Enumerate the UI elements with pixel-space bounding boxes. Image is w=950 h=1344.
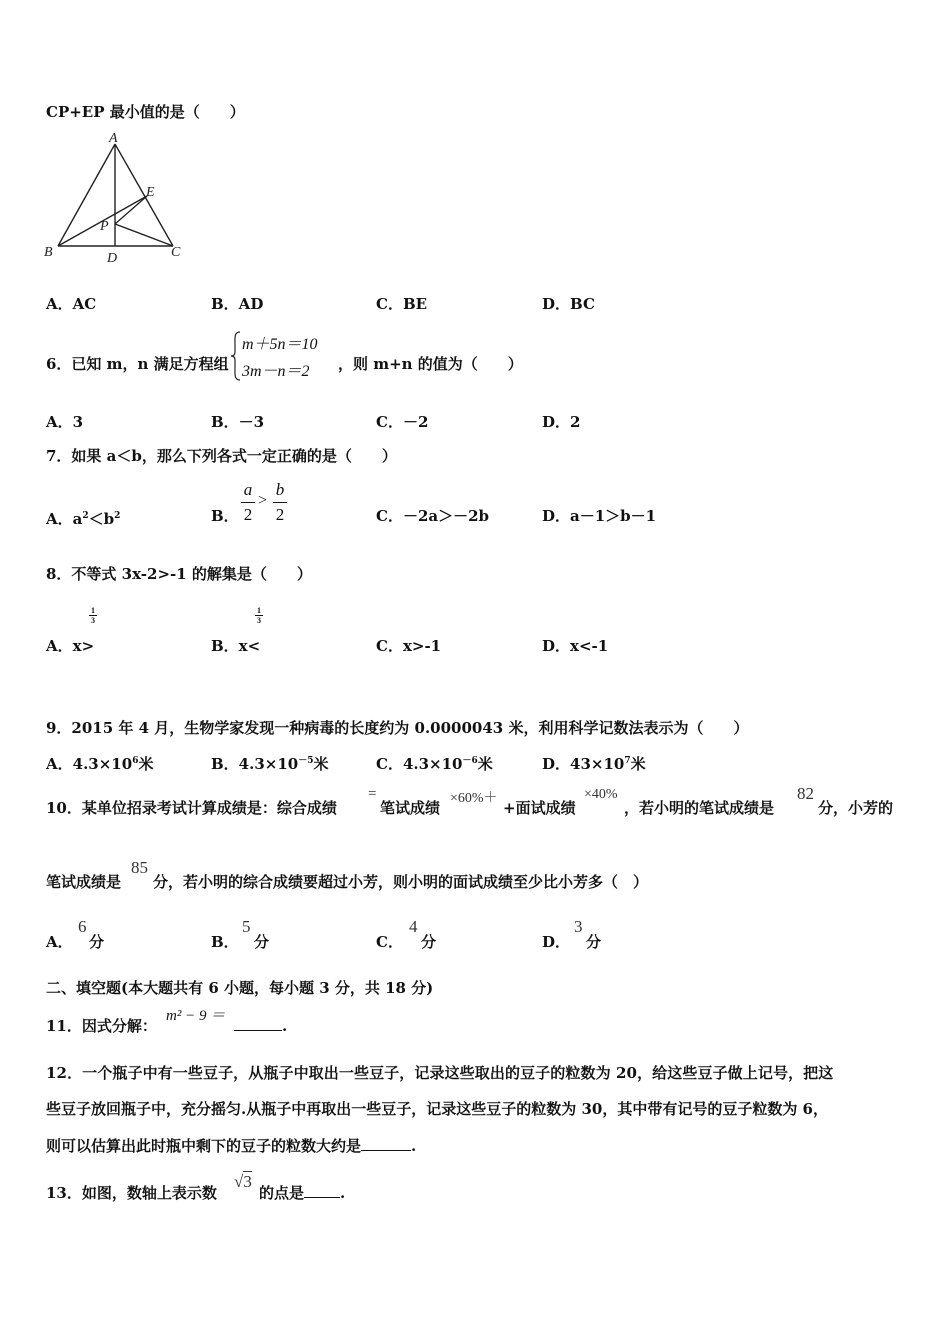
q9-option-d-exp: 7: [624, 756, 631, 766]
q10-line2-b: 分，若小明的综合成绩要超过小芳，则小明的面试成绩至少比小芳多（ ）: [153, 873, 649, 891]
q12-answer-blank[interactable]: [361, 1136, 411, 1151]
q9-option-c-tail: 米: [477, 755, 493, 773]
vertex-label-b: B: [44, 245, 53, 260]
q6-prefix: 6．已知 m，n 满足方程组: [46, 355, 229, 373]
q9-option-b-exp: －5: [298, 756, 314, 766]
q13-tail: [259, 1183, 345, 1203]
q9-option-d-lead: D．43×10: [542, 755, 625, 773]
q9-option-b-tail: 米: [313, 755, 329, 773]
q7-option-a-label: A．: [46, 510, 73, 528]
q9-option-c-lead: C．4.3×10: [376, 755, 463, 773]
q13-radicand: 3: [243, 1172, 252, 1191]
system-brace: [230, 330, 242, 382]
q6-equation-2: 3m－n＝2: [242, 363, 310, 380]
q7-option-b-label: B．: [211, 507, 239, 525]
q10-line1-d: ，若小明的笔试成绩是: [624, 799, 775, 817]
q9-option-c: [376, 751, 493, 774]
q5-option-a: A．AC: [46, 295, 97, 313]
q10-option-d-unit: 分: [586, 933, 602, 951]
q10-option-a-unit: 分: [89, 933, 105, 951]
q7-fraction-b-over-2: [273, 480, 287, 525]
q10-line1-a: 10．某单位招录考试计算成绩是：综合成绩: [46, 799, 337, 817]
q7-option-c: C．－2a＞－2b: [376, 507, 490, 525]
q13-sqrt: [234, 1172, 252, 1192]
q13-end: .: [340, 1184, 346, 1202]
q7-option-a-lt: ＜: [88, 510, 104, 528]
section-heading-fill-in: 二、填空题(本大题共有 6 小题，每小题 3 分，共 18 分): [46, 979, 434, 997]
q7-option-a-exp1: 2: [82, 511, 89, 521]
q7-option-a-exp2: 2: [114, 511, 121, 521]
q10-line1-e: 分，小芳的: [818, 799, 894, 817]
vertex-label-a: A: [109, 131, 118, 146]
q9-option-a-exp: 6: [132, 756, 139, 766]
q9-option-d-tail: 米: [630, 755, 646, 773]
q5-stem: CP+EP 最小值的是（ ）: [46, 103, 245, 121]
q6-option-c: C．－2: [376, 413, 429, 431]
q13-tail-text: 的点是: [259, 1184, 305, 1202]
q11-stem: 11．因式分解：: [46, 1017, 157, 1035]
q6-option-d: D．2: [542, 413, 581, 431]
q7-stem: 7．如果 a＜b，那么下列各式一定正确的是（ ）: [46, 447, 397, 465]
q10-option-c-label: C．: [376, 933, 403, 951]
q5-option-d: D．BC: [542, 295, 595, 313]
q12-line1: 12．一个瓶子中有一些豆子，从瓶子中取出一些豆子，记录这些取出的豆子的粒数为 20，给这些豆子做上记号，把这: [46, 1064, 834, 1082]
q10-option-a-num: 6: [78, 917, 87, 936]
q10-option-b-unit: 分: [254, 933, 270, 951]
q8-fraction-b-denominator: 3: [257, 616, 261, 625]
q8-option-a: A．x>: [46, 637, 95, 655]
q12-line2: 些豆子放回瓶子中，充分摇匀.从瓶子中再取出一些豆子，记录这些豆子的粒数为 30，其中带有记号的豆子粒数为 6，: [46, 1100, 828, 1118]
vertex-label-p: P: [100, 219, 109, 234]
q6-option-b: B．－3: [211, 413, 265, 431]
q10-pct-40: ×40%: [584, 787, 618, 802]
q8-fraction-a-numerator: 1: [91, 606, 95, 615]
q7-option-a: [46, 506, 120, 529]
q5-option-b: B．AD: [211, 295, 264, 313]
q10-line1-c: +面试成绩: [503, 799, 576, 817]
q5-option-c: C．BE: [376, 295, 428, 313]
q7-fraction-1-numerator: a: [243, 480, 253, 499]
q9-stem: 9．2015 年 4 月，生物学家发现一种病毒的长度约为 0.0000043 米，利用科学记数法表示为（ ）: [46, 719, 749, 737]
q7-fraction-1-denominator: 2: [243, 505, 253, 524]
q12-line3-text: 则可以估算出此时瓶中剩下的豆子的粒数大约是: [46, 1137, 362, 1155]
q10-pct-60: ×60%＋: [450, 791, 498, 806]
vertex-label-c: C: [171, 245, 181, 260]
q10-option-d-num: 3: [574, 917, 583, 936]
q11-answer-blank[interactable]: [234, 1016, 282, 1031]
q6-option-a: A．3: [46, 413, 84, 431]
vertex-label-d: D: [107, 251, 118, 266]
q9-option-b: [211, 751, 329, 774]
q9-option-a: [46, 751, 153, 774]
q7-option-a-b: b: [103, 510, 115, 528]
q13-answer-blank[interactable]: [304, 1183, 340, 1198]
q13-radical-icon: √: [234, 1172, 244, 1191]
q10-equals: =: [368, 786, 377, 802]
q10-option-a-label: A．: [46, 933, 73, 951]
q7-fraction-2-denominator: 2: [275, 505, 285, 524]
q8-fraction-b: [255, 606, 263, 625]
q7-greater-sign: >: [258, 492, 268, 509]
q8-stem: 8．不等式 3x-2>-1 的解集是（ ）: [46, 565, 312, 583]
q6-equation-1: m＋5n＝10: [242, 336, 318, 353]
q7-fraction-2-numerator: b: [275, 480, 285, 499]
q8-option-d: D．x<-1: [542, 637, 609, 655]
q10-option-d-label: D．: [542, 933, 571, 951]
q9-option-a-tail: 米: [138, 755, 154, 773]
vertex-label-e: E: [146, 185, 155, 200]
q13-stem: 13．如图，数轴上表示数: [46, 1184, 217, 1202]
q8-fraction-a-denominator: 3: [91, 616, 95, 625]
q10-line2-a: 笔试成绩是: [46, 873, 122, 891]
q9-option-d: [542, 751, 646, 774]
q8-fraction-b-numerator: 1: [257, 606, 261, 615]
q11-end: .: [282, 1017, 288, 1035]
q11-answer: [234, 1016, 287, 1036]
q10-line1-b: 笔试成绩: [380, 799, 441, 817]
q9-option-c-exp: －6: [462, 756, 478, 766]
q12-end: .: [411, 1137, 417, 1155]
triangle-figure: [40, 130, 190, 270]
q6-suffix: ，则 m+n 的值为（ ）: [338, 355, 523, 373]
q8-fraction-a: [89, 606, 97, 625]
q10-option-c-unit: 分: [421, 933, 437, 951]
q8-option-b: B．x<: [211, 637, 261, 655]
q10-score-82: 82: [797, 784, 814, 803]
q8-option-c: C．x>-1: [376, 637, 442, 655]
q11-expression: m² − 9 ＝: [166, 1008, 226, 1024]
q12-line3: [46, 1136, 416, 1156]
q10-option-b-label: B．: [211, 933, 239, 951]
q10-option-c-num: 4: [409, 917, 418, 936]
q7-option-a-a: a: [72, 510, 83, 528]
q9-option-a-lead: A．4.3×10: [46, 755, 133, 773]
q9-option-b-lead: B．4.3×10: [211, 755, 299, 773]
q7-option-d: D．a－1＞b－1: [542, 507, 657, 525]
q10-option-b-num: 5: [242, 917, 251, 936]
q10-score-85: 85: [131, 858, 148, 877]
q7-fraction-a-over-2: [241, 480, 255, 525]
